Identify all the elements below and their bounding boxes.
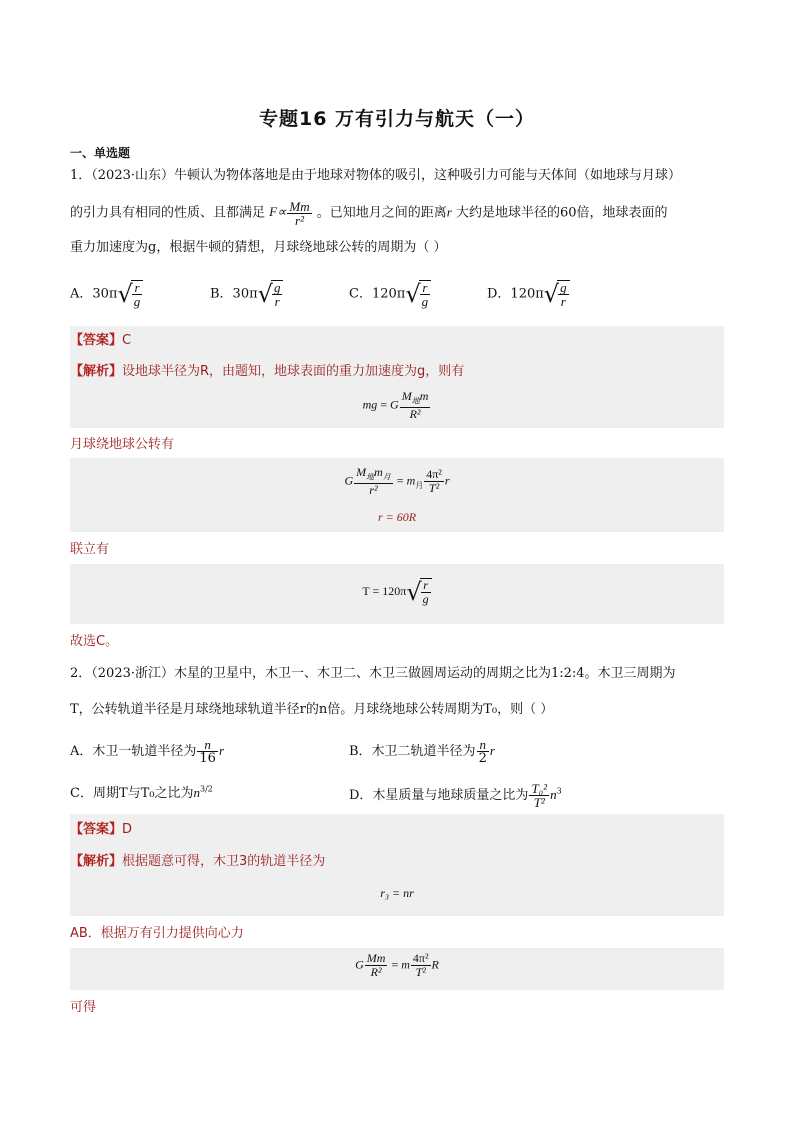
formula-orbit: G $\frac{M_地m_月}{\text{r²}}$ = $m_月$ $\frac{\text{4π²}}{\text{T²}}$ r: [344, 465, 450, 498]
q2-step3: 可得: [70, 1000, 97, 1015]
q1-analysis: 【解析】设地球半径为R，由题知，地球表面的重力加速度为g，则有: [70, 364, 465, 379]
section-heading: 一、单选题: [70, 146, 131, 160]
page-title: 专题16 万有引力与航天（一）: [258, 108, 536, 130]
q1-option-d: D．120π√ $\frac{g}{r}$: [487, 280, 570, 308]
q1-line2-part3: 大约是地球半径的60倍，地球表面的: [455, 205, 668, 221]
q1-conclusion: 故选C。: [70, 634, 119, 649]
q2-option-b: B．木卫二轨道半径为 $\frac{n}{2}$ r: [349, 737, 495, 766]
q1-step3: 联立有: [70, 542, 110, 557]
formula-r-60r: r = 60R: [377, 510, 417, 524]
proportion-formula: F∝ $\frac{Mm}{\text{r²}}$: [269, 199, 310, 228]
q1-step2: 月球绕地球公转有: [70, 437, 175, 452]
q2-line1: 2．（2023·浙江）木星的卫星中，木卫一、木卫二、木卫三做圆周运动的周期之比为1:2:4。木卫三周期为: [70, 666, 676, 681]
q1-line1: 1．（2023·山东）牛顿认为物体落地是由于地球对物体的吸引，这种吸引力可能与天体间（如地球与月球）: [70, 168, 681, 183]
q2-option-d: D．木星质量与地球质量之比为 $\frac{\text{T₀²}}{\text{T²}}$ $n^3$: [349, 781, 562, 810]
q1-line2-part2: 。已知地月之间的距离: [316, 205, 447, 221]
q1-answer: 【答案】C: [70, 333, 132, 348]
q1-line2: 的引力具有相同的性质、且都满足 F∝ $\frac{Mm}{\text{r²}}$ 。已知地月之间的距离r 大约是地球半径的60倍，地球表面的: [70, 199, 668, 228]
q2-option-a: A．木卫一轨道半径为 $\frac{n}{16}$ r: [70, 737, 224, 766]
q1-option-c: C．120π√ $\frac{r}{g}$: [349, 280, 431, 308]
q2-analysis: 【解析】根据题意可得，木卫3的轨道半径为: [70, 854, 326, 869]
q2-step2: AB．根据万有引力提供向心力: [70, 926, 244, 941]
formula-mg: mg = G $\frac{M_地m}{\text{R²}}$: [362, 389, 429, 422]
q2-line2: T，公转轨道半径是月球绕地球轨道半径r的n倍。月球绕地球公转周期为T₀，则（ ）: [70, 702, 554, 717]
q2-option-c: C．周期T与T₀之比为$n^{3/2}$: [70, 784, 213, 801]
q1-line3: 重力加速度为g，根据牛顿的猜想，月球绕地球公转的周期为（ ）: [70, 240, 447, 255]
formula-period: T = 120π√ $\frac{r}{g}$: [70, 578, 724, 606]
formula-centripetal: G $\frac{Mm}{\text{R²}}$ = m $\frac{\text{4π²}}{\text{T²}}$ R: [355, 951, 439, 979]
q1-option-b: B．30π√ $\frac{g}{r}$: [210, 280, 283, 308]
formula-r3: r₃ = nr: [380, 886, 414, 900]
q1-line2-part1: 的引力具有相同的性质、且都满足: [70, 205, 266, 221]
q1-option-a: A．30π√ $\frac{r}{g}$: [70, 280, 143, 308]
q2-answer: 【答案】D: [70, 822, 133, 837]
